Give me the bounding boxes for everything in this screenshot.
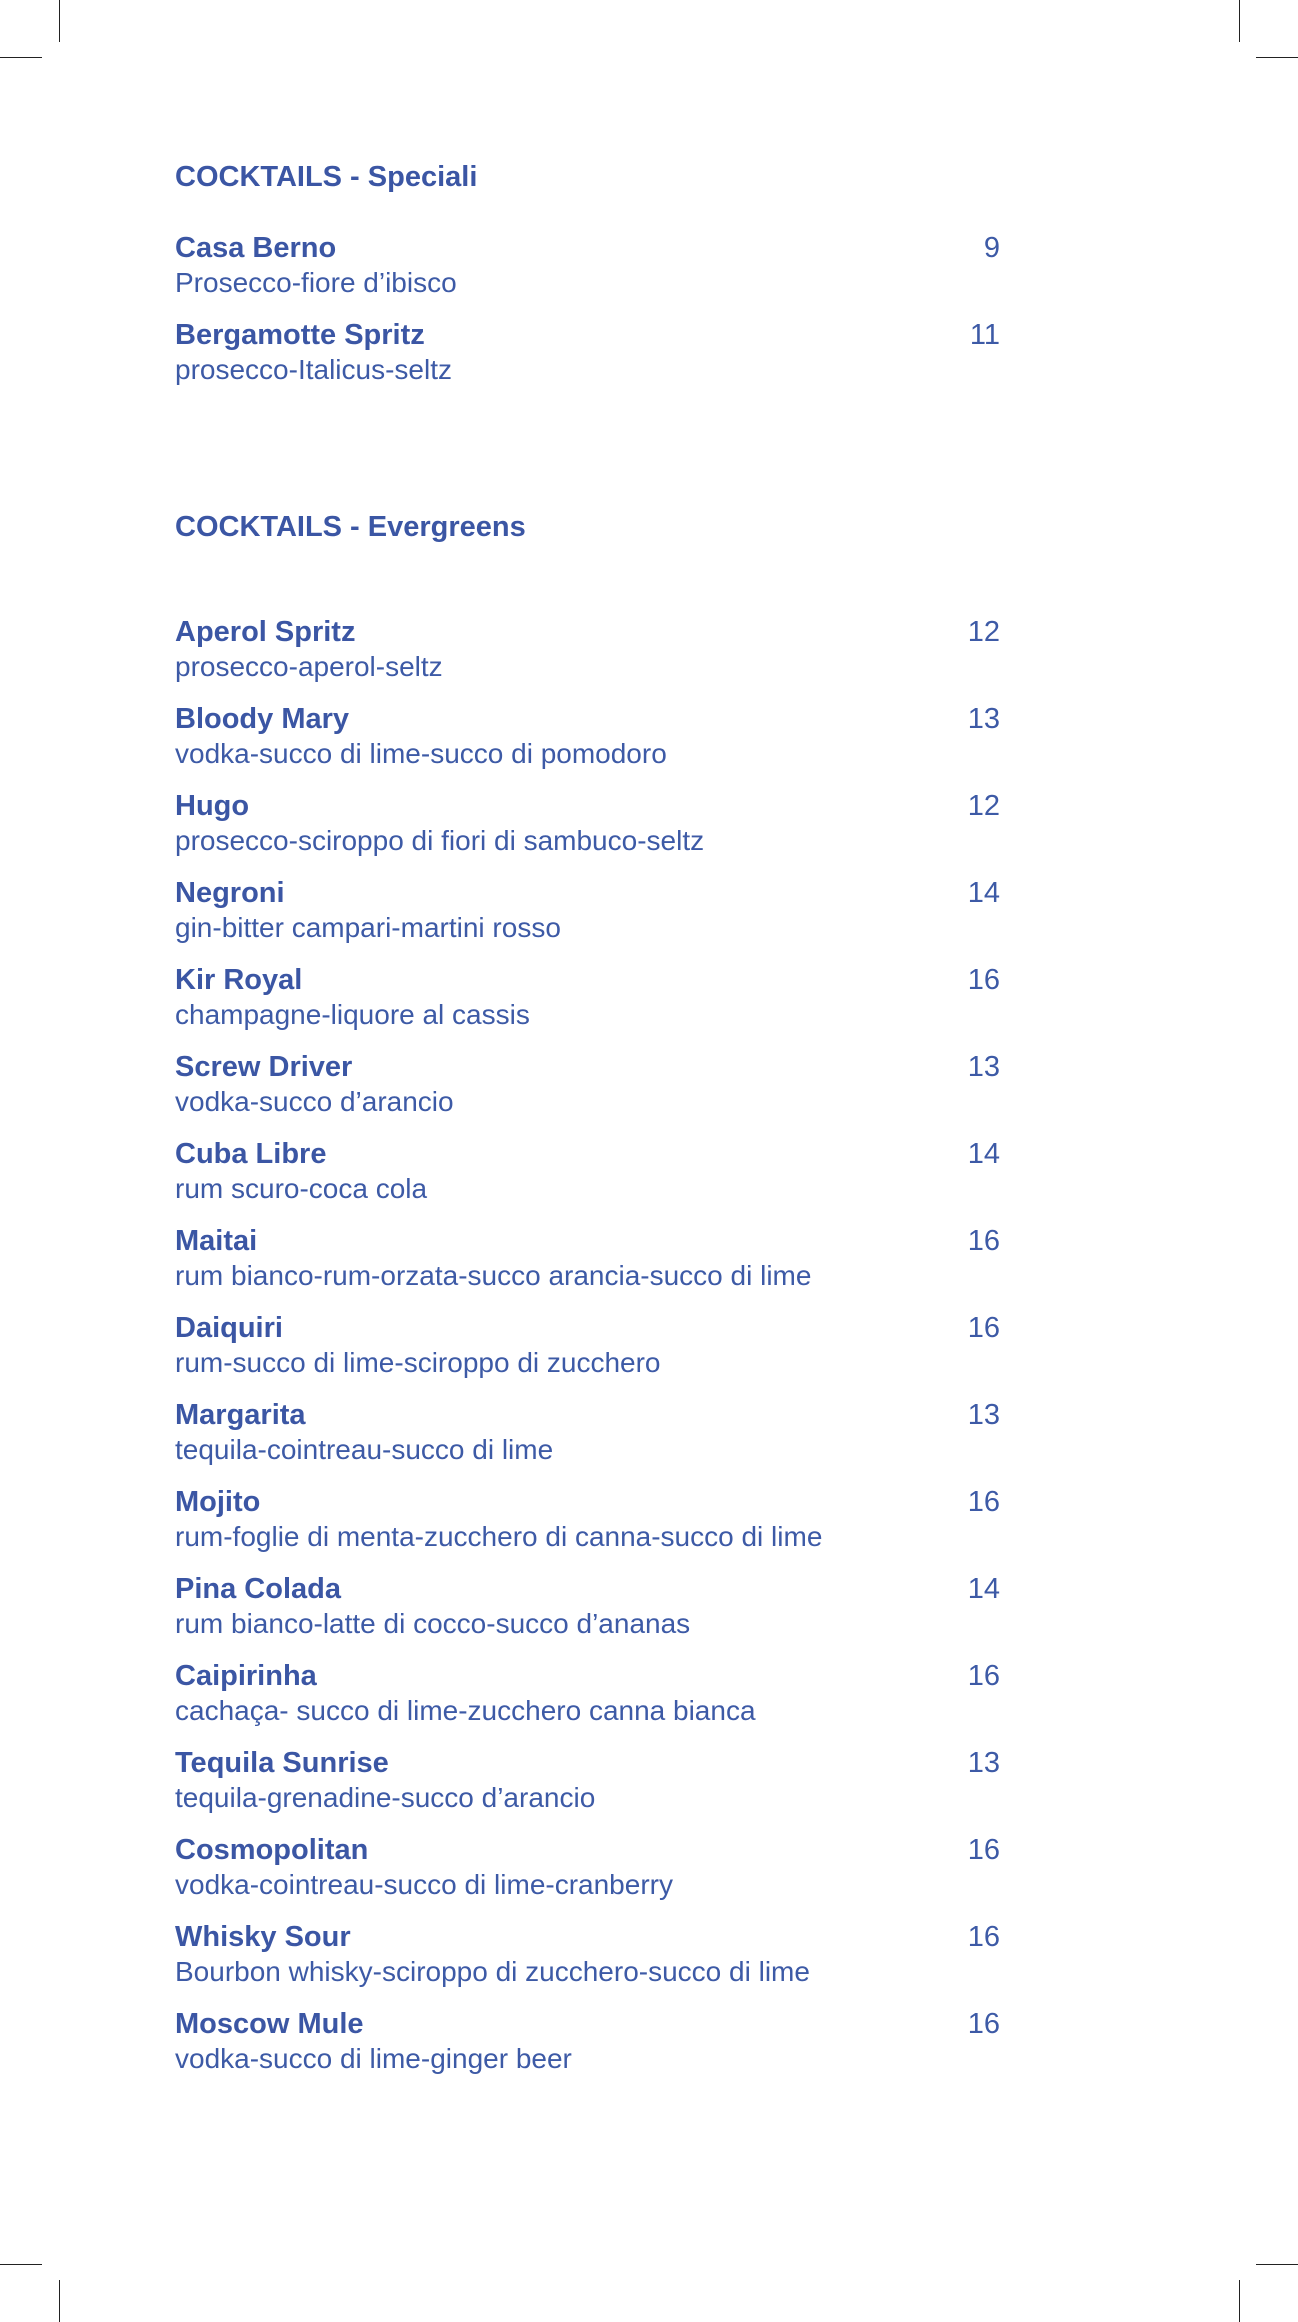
menu-item [175,1659,1000,1735]
section-title-evergreens: COCKTAILS - Evergreens [175,511,526,543]
menu-item [175,615,1000,691]
item-description: rum-succo di lime-sciroppo di zucchero [175,1347,661,1378]
item-price: 14 [967,1573,1000,1605]
item-name: Casa Berno [175,232,337,264]
menu-item [175,876,1000,952]
item-price: 13 [967,1051,1000,1083]
menu-item [175,1398,1000,1474]
item-price: 13 [967,1747,1000,1779]
item-price: 16 [967,1486,1000,1518]
crop-mark-bottom-left-vertical [59,2280,60,2322]
item-name: Whisky Sour [175,1921,351,1953]
item-name: Caipirinha [175,1660,317,1692]
item-description: rum scuro-coca cola [175,1173,428,1204]
crop-mark-top-right-horizontal [1256,57,1298,58]
item-price: 16 [967,1225,1000,1257]
item-name: Cuba Libre [175,1138,327,1170]
item-description: prosecco-aperol-seltz [175,651,443,682]
item-price: 16 [967,1312,1000,1344]
menu-item [175,1833,1000,1909]
item-price: 16 [967,964,1000,996]
item-name: Cosmopolitan [175,1834,369,1866]
menu-item [175,1572,1000,1648]
menu-item [175,1311,1000,1387]
item-price: 16 [967,1834,1000,1866]
menu-item [175,1137,1000,1213]
crop-mark-bottom-left-horizontal [0,2264,42,2265]
menu-item [175,1485,1000,1561]
item-name: Aperol Spritz [175,616,356,648]
item-price: 14 [967,877,1000,909]
item-name: Mojito [175,1486,261,1518]
menu-item [175,1746,1000,1822]
item-price: 11 [969,319,1000,351]
item-name: Bloody Mary [175,703,350,735]
item-description: rum bianco-latte di cocco-succo d’ananas [175,1608,691,1639]
crop-mark-bottom-right-vertical [1239,2280,1240,2322]
item-name: Maitai [175,1225,258,1257]
item-description: prosecco-Italicus-seltz [175,354,452,385]
section-title-speciali: COCKTAILS - Speciali [175,161,478,193]
item-description: champagne-liquore al cassis [175,999,530,1030]
item-description: rum bianco-rum-orzata-succo arancia-succo di lime [175,1260,812,1291]
item-name: Tequila Sunrise [175,1747,389,1779]
item-price: 12 [967,790,1000,822]
item-price: 13 [967,703,1000,735]
item-description: tequila-cointreau-succo di lime [175,1434,554,1465]
item-price: 14 [967,1138,1000,1170]
item-name: Negroni [175,877,285,909]
item-description: vodka-succo di lime-ginger beer [175,2043,572,2074]
item-price: 16 [967,1921,1000,1953]
menu-item [175,702,1000,778]
item-price: 12 [967,616,1000,648]
item-price: 9 [983,232,1000,264]
menu-item [175,963,1000,1039]
menu-item [175,789,1000,865]
item-name: Bergamotte Spritz [175,319,425,351]
item-description: vodka-succo d’arancio [175,1086,454,1117]
item-price: 16 [967,2008,1000,2040]
crop-mark-top-left-horizontal [0,57,42,58]
item-description: tequila-grenadine-succo d’arancio [175,1782,596,1813]
menu-item [175,1224,1000,1300]
item-price: 16 [967,1660,1000,1692]
menu-item [175,1050,1000,1126]
crop-mark-bottom-right-horizontal [1256,2264,1298,2265]
crop-mark-top-right-vertical [1239,0,1240,42]
menu-item [175,2007,1000,2083]
item-name: Hugo [175,790,250,822]
item-name: Daiquiri [175,1312,283,1344]
item-description: Prosecco-fiore d’ibisco [175,267,457,298]
item-price: 13 [967,1399,1000,1431]
menu-item [175,318,1000,394]
item-description: Bourbon whisky-sciroppo di zucchero-succo di lime [175,1956,810,1987]
item-name: Screw Driver [175,1051,353,1083]
item-name: Pina Colada [175,1573,341,1605]
item-description: vodka-succo di lime-succo di pomodoro [175,738,667,769]
item-description: gin-bitter campari-martini rosso [175,912,561,943]
item-description: cachaça- succo di lime-zucchero canna bianca [175,1695,756,1726]
item-name: Margarita [175,1399,306,1431]
item-description: rum-foglie di menta-zucchero di canna-succo di lime [175,1521,823,1552]
menu-item [175,231,1000,307]
item-description: vodka-cointreau-succo di lime-cranberry [175,1869,673,1900]
item-name: Moscow Mule [175,2008,364,2040]
menu-item [175,1920,1000,1996]
item-name: Kir Royal [175,964,303,996]
crop-mark-top-left-vertical [59,0,60,42]
item-description: prosecco-sciroppo di fiori di sambuco-seltz [175,825,705,856]
